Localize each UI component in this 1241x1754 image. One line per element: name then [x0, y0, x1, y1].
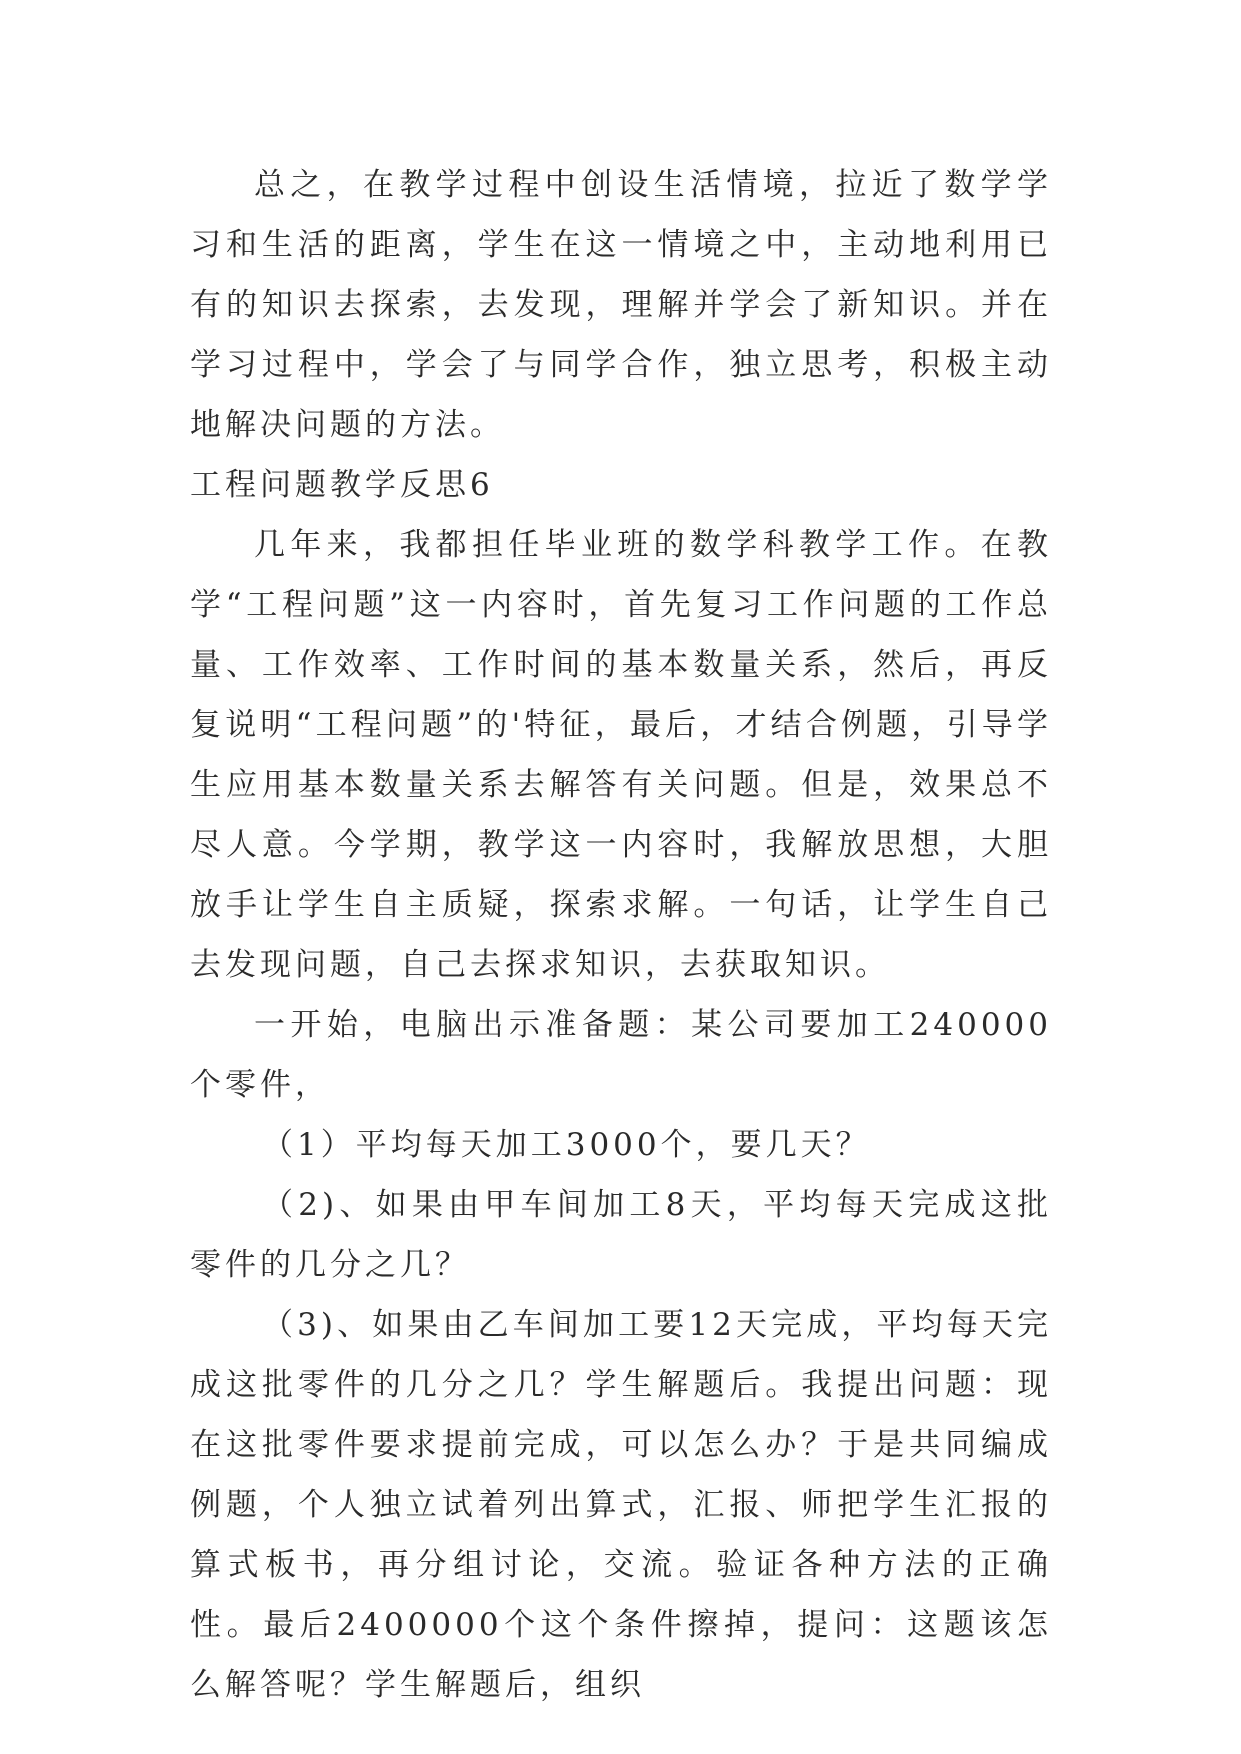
question-3: （3)、如果由乙车间加工要12天完成，平均每天完成这批零件的几分之几？学生解题后。我提出问题：现在这批零件要求提前完成，可以怎么办？于是共同编成例题，个人独立试着列出算式，汇报、师把学生汇报的算式板书，再分组讨论，交流。验证各种方法的正确性。最后2400000个这个条件擦掉，提问：这题该怎么解答呢？学生解题后，组织: [190, 1307, 1052, 1703]
question-2: （2)、如果由甲车间加工8天，平均每天完成这批零件的几分之几？: [190, 1187, 1052, 1283]
paragraph-intro: 几年来，我都担任毕业班的数学科教学工作。在教学“工程问题”这一内容时，首先复习工作问题的工作总量、工作效率、工作时间的基本数量关系，然后，再反复说明“工程问题”的'特征，最后，才结合例题，引导学生应用基本数量关系去解答有关问题。但是，效果总不尽人意。今学期，教学这一内容时，我解放思想，大胆放手让学生自主质疑，探索求解。一句话，让学生自己去发现问题，自己去探求知识，去获取知识。: [190, 527, 1052, 983]
paragraph-summary: 总之，在教学过程中创设生活情境，拉近了数学学习和生活的距离，学生在这一情境之中，主动地利用已有的知识去探索，去发现，理解并学会了新知识。并在学习过程中，学会了与同学合作，独立思考，积极主动地解决问题的方法。: [190, 167, 1052, 443]
section-heading: 工程问题教学反思6: [190, 467, 494, 503]
question-1: （1）平均每天加工3000个，要几天？: [262, 1127, 871, 1163]
document-body: [190, 155, 1052, 1715]
paragraph-prep-question: 一开始，电脑出示准备题：某公司要加工240000个零件，: [190, 1007, 1052, 1103]
